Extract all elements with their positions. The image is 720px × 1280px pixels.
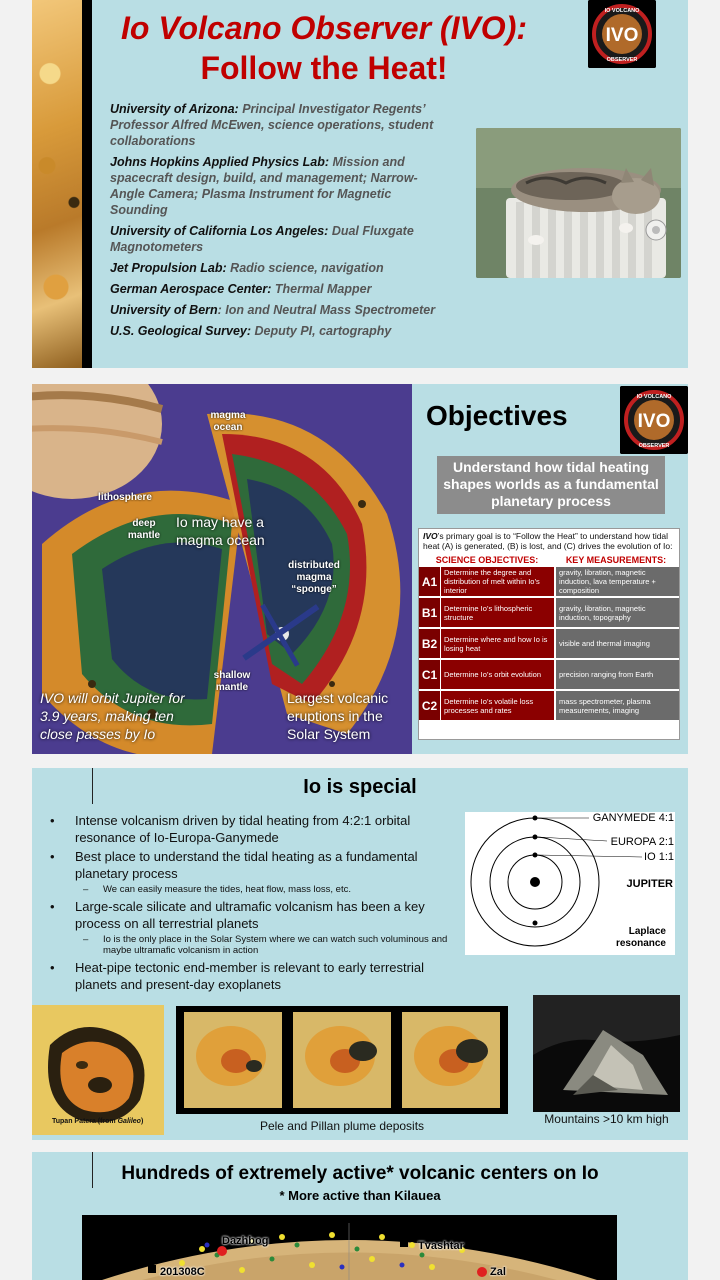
label-distributed-sponge: distributed magma “sponge” <box>288 560 340 595</box>
label-io: IO 1:1 <box>644 851 674 863</box>
logo-text: IVO <box>637 411 671 432</box>
logo-ring-top: IO VOLCANO <box>636 394 672 400</box>
objectives-title: Objectives <box>426 400 568 431</box>
pele-caption: Pele and Pillan plume deposits <box>259 1119 425 1133</box>
objective-science: Determine the degree and distribution of melt within Io’s interior <box>441 567 554 596</box>
objective-measurement: mass spectrometer, plasma measurements, imaging <box>556 691 679 720</box>
objective-measurement: gravity, libration, magnetic induction, lava temperature + composition <box>556 567 679 596</box>
label-magma-ocean: magma ocean <box>210 410 246 433</box>
institution-item <box>110 101 450 149</box>
tupan-caption-a: Tupan Patera (from <box>52 1118 118 1125</box>
tupan-caption-galileo: Galileo <box>117 1118 141 1125</box>
objective-row <box>419 567 679 596</box>
objective-science: Determine where and how Io is losing heat <box>441 629 554 658</box>
institution-org: University of Arizona: <box>110 102 239 116</box>
poster-title <box>64 8 584 88</box>
institution-item <box>110 223 450 255</box>
ivo-logo <box>588 0 656 68</box>
sub-bullet-item: – We can easily measure the tides, heat flow, mass loss, etc. <box>50 884 450 895</box>
mountains-caption: Mountains >10 km high <box>544 1112 669 1126</box>
label-lithosphere: lithosphere <box>98 492 152 503</box>
map-label-dazhbog: Dazhbog <box>222 1235 269 1247</box>
cat-on-radiator-photo <box>476 128 681 278</box>
logo-text: IVO <box>605 25 639 46</box>
objective-row <box>419 629 679 658</box>
laplace-caption-1: Laplace <box>628 926 666 937</box>
institution-org: German Aerospace Center: <box>110 282 272 296</box>
intro-rest: ’s primary goal is to “Follow the Heat” to understand how tidal heat (A) is generated, (B) is lost, and (C) drives the evolution of Io: <box>423 531 673 551</box>
logo-ring-top: IO VOLCANO <box>604 8 640 14</box>
objectives-table <box>418 528 680 740</box>
label-europa: EUROPA 2:1 <box>610 836 674 848</box>
objective-science: Determine Io’s lithospheric structure <box>441 598 554 627</box>
objective-code: B1 <box>419 598 440 627</box>
institution-item <box>110 323 450 339</box>
bullet-item: • Best place to understand the tidal heating as a fundamental planetary process <box>50 848 450 882</box>
label-io-magma-ocean: Io may have a magma ocean <box>176 514 265 548</box>
objective-row <box>419 660 679 689</box>
label-ganymede: GANYMEDE 4:1 <box>592 812 674 824</box>
objective-science: Determine Io’s orbit evolution <box>441 660 554 689</box>
institution-role: Principal Investigator Regents’ Professor Alfred McEwen, science operations, student collaborations <box>110 102 434 148</box>
tupan-caption <box>52 1118 143 1125</box>
institution-list <box>110 101 450 344</box>
institution-org: U.S. Geological Survey: <box>110 324 252 338</box>
tupan-caption-c: ) <box>140 1118 144 1125</box>
bullet-item: • Intense volcanism driven by tidal heating from 4:2:1 orbital resonance of Io-Europa-Ganymede <box>50 812 450 846</box>
label-shallow-mantle: shallow mantle <box>213 670 251 693</box>
mountains-image <box>533 995 680 1112</box>
institution-item <box>110 260 450 276</box>
objectives-headers <box>419 555 679 565</box>
pele-pillan-images <box>176 1006 508 1114</box>
objective-row <box>419 691 679 720</box>
ivo-logo-2 <box>620 386 688 454</box>
objective-code: A1 <box>419 567 440 596</box>
laplace-caption-2: resonance <box>615 938 666 949</box>
intro-ivo: IVO <box>423 531 438 541</box>
map-label-tvashtar: Tvashtar <box>418 1240 464 1252</box>
map-label-201308c: 201308C <box>160 1266 205 1278</box>
objective-measurement: gravity, libration, magnetic induction, topography <box>556 598 679 627</box>
institution-org: Jet Propulsion Lab: <box>110 261 227 275</box>
logo-ring-bottom: OBSERVER <box>606 57 638 63</box>
map-label-zal: Zal <box>490 1266 506 1278</box>
io-special-bullets <box>50 812 450 995</box>
institution-role: Mission and spacecraft design, build, and management; Narrow-Angle Camera; Plasma Instrument for Magnetic Sounding <box>110 155 418 217</box>
bullet-item: • Large-scale silicate and ultramafic volcanism has been a key process on all terrestrial planets <box>50 898 450 932</box>
objective-measurement: precision ranging from Earth <box>556 660 679 689</box>
institution-role: Thermal Mapper <box>271 282 372 296</box>
orbit-caption: IVO will orbit Jupiter for 3.9 years, making ten close passes by Io <box>40 690 185 742</box>
institution-role: Deputy PI, cartography <box>251 324 392 338</box>
objective-code: C2 <box>419 691 440 720</box>
objective-code: C1 <box>419 660 440 689</box>
title-line-2: Follow the Heat! <box>200 50 448 86</box>
objective-science: Determine Io’s volatile loss processes and rates <box>441 691 554 720</box>
volcanic-centers-title: Hundreds of extremely active* volcanic centers on Io <box>121 1163 599 1184</box>
io-special-title: Io is special <box>303 776 417 798</box>
header-science-objectives: SCIENCE OBJECTIVES: <box>435 555 539 565</box>
label-deep-mantle: deep mantle <box>127 518 161 541</box>
institution-role: Radio science, navigation <box>226 261 384 275</box>
logo-ring-bottom: OBSERVER <box>638 443 670 449</box>
title-line-1: Io Volcano Observer (IVO): <box>120 10 527 46</box>
tupan-patera-image <box>32 1005 164 1135</box>
objective-row <box>419 598 679 627</box>
objective-measurement: visible and thermal imaging <box>556 629 679 658</box>
institution-org: Johns Hopkins Applied Physics Lab: <box>110 155 330 169</box>
sub-bullet-item: – Io is the only place in the Solar System where we can watch such voluminous and maybe ultramafic volcanism in action <box>50 934 450 956</box>
institution-item <box>110 281 450 297</box>
eruptions-caption: Largest volcanic eruptions in the Solar System <box>287 690 389 742</box>
institution-org: University of Bern <box>110 303 218 317</box>
goal-box: Understand how tidal heating shapes worlds as a fundamental planetary process <box>437 456 665 514</box>
bullet-item: • Heat-pipe tectonic end-member is relevant to early terrestrial planets and present-day exoplanets <box>50 959 450 993</box>
objective-code: B2 <box>419 629 440 658</box>
laplace-resonance-diagram <box>465 812 675 955</box>
institution-item <box>110 302 450 318</box>
volcanic-centers-subtitle: * More active than Kilauea <box>279 1188 441 1203</box>
institution-role: : Ion and Neutral Mass Spectrometer <box>217 303 436 317</box>
header-key-measurements: KEY MEASUREMENTS: <box>565 555 667 565</box>
institution-org: University of California Los Angeles: <box>110 224 329 238</box>
institution-role: Dual Fluxgate Magnotometers <box>110 224 414 254</box>
label-jupiter: JUPITER <box>626 878 673 890</box>
objectives-intro <box>419 529 679 551</box>
institution-item <box>110 154 450 218</box>
